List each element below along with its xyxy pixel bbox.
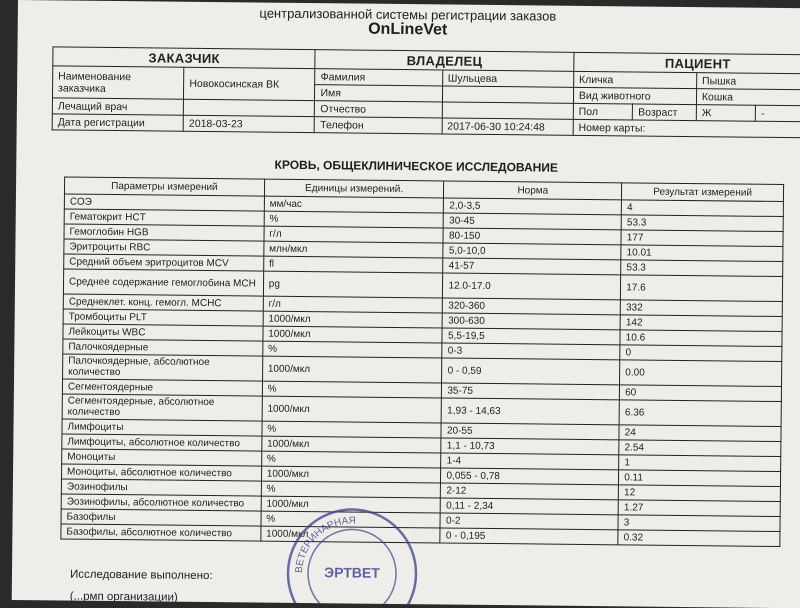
cell-param: Палочкоядерные xyxy=(63,339,263,356)
cell-result: 0 xyxy=(620,345,782,362)
cell-unit: % xyxy=(263,341,443,358)
cell-norm: 5,0-10,0 xyxy=(443,243,621,260)
cell-param: Моноциты, абсолютное количество xyxy=(61,464,261,481)
cell-param: Эозинофилы, абсолютное количество xyxy=(61,494,261,511)
block-customer: ЗАКАЗЧИК xyxy=(53,47,316,69)
footer-done: Исследование выполнено: xyxy=(70,569,213,582)
cell-unit: г/л xyxy=(264,226,444,243)
cell-unit: % xyxy=(262,421,442,438)
customer-reg-label: Дата регистрации xyxy=(52,114,183,131)
clinic-stamp xyxy=(281,503,422,608)
cell-norm: 35-75 xyxy=(442,383,620,400)
owner-lastname-value: Шульцева xyxy=(442,70,573,87)
cell-result: 4 xyxy=(621,200,783,217)
cell-norm: 1,93 - 14,63 xyxy=(442,398,620,425)
cell-param: Среднее содержание гемоглобина МСН xyxy=(63,269,263,296)
cell-unit: 1000/мкл xyxy=(263,311,443,328)
cell-param: Лимфоциты, абсолютное количество xyxy=(62,434,262,451)
cell-unit: г/л xyxy=(263,296,443,313)
cell-result: 53.3 xyxy=(621,260,783,277)
cell-unit: fl xyxy=(263,256,443,273)
cell-param: Эозинофилы xyxy=(61,479,261,496)
cell-param: Моноциты xyxy=(62,449,262,466)
cell-norm: 0,11 - 2,34 xyxy=(441,498,619,515)
block-owner: ВЛАДЕЛЕЦ xyxy=(315,50,574,72)
patient-sex-label: Пол xyxy=(573,103,633,120)
cell-result: 53.3 xyxy=(621,215,783,232)
cell-result: 24 xyxy=(619,425,781,442)
cell-result: 0.32 xyxy=(618,530,780,547)
col-norm: Норма xyxy=(444,181,622,200)
header-title: OnLineVet xyxy=(18,17,798,43)
customer-doctor-value xyxy=(184,99,315,116)
patient-age-label: Возраст xyxy=(633,104,697,121)
customer-doctor-label: Лечащий врач xyxy=(52,98,183,115)
cell-norm: 0 - 0,195 xyxy=(440,528,618,545)
cell-unit: 1000/мкл xyxy=(261,496,441,513)
cell-norm: 80-150 xyxy=(443,228,621,245)
cell-result: 1.27 xyxy=(618,500,780,517)
owner-middlename-value xyxy=(442,102,573,119)
cell-param: Сегментоядерные, абсолютное количество xyxy=(62,394,262,421)
owner-phone-value: 2017-06-30 10:24:48 xyxy=(442,118,573,135)
cell-unit: % xyxy=(261,481,441,498)
cell-norm: 2,0-3,5 xyxy=(444,198,622,215)
cell-param: Базофилы xyxy=(61,509,261,526)
cell-unit: 1000/мкл xyxy=(262,396,442,423)
cell-norm: 0 - 0,59 xyxy=(442,358,620,385)
cell-result: 10.01 xyxy=(621,245,783,262)
cell-unit: % xyxy=(261,451,441,468)
patient-nick-label: Кличка xyxy=(573,71,696,88)
customer-reg-value: 2018-03-23 xyxy=(183,115,314,132)
cell-norm: 1,1 - 10,73 xyxy=(441,438,619,455)
cell-result: 6.36 xyxy=(619,400,781,427)
customer-name-label: Наименование заказчика xyxy=(52,66,184,99)
cell-unit: млн/мкл xyxy=(264,241,444,258)
cell-unit: 1000/мкл xyxy=(262,356,442,383)
cell-param: Среднеклет. конц. гемогл. МСНС xyxy=(63,294,263,311)
cell-param: Палочкоядерные, абсолютное количество xyxy=(63,354,263,381)
cell-param: Гематокрит HCT xyxy=(64,209,264,226)
block-patient: ПАЦИЕНТ xyxy=(574,52,800,74)
cell-norm: 41-57 xyxy=(443,258,621,275)
cell-result: 0.00 xyxy=(620,360,782,387)
cell-norm: 5,5-19,5 xyxy=(442,328,620,345)
cell-result: 142 xyxy=(620,315,782,332)
cell-norm: 300-630 xyxy=(443,313,621,330)
cell-result: 10.6 xyxy=(620,330,782,347)
footer-org: (...рмп организации) xyxy=(70,591,178,604)
cell-norm: 2-12 xyxy=(441,483,619,500)
cell-unit: 1000/мкл xyxy=(263,326,443,343)
cell-param: Гемоглобин HGB xyxy=(64,224,264,241)
patient-sex-value: Ж xyxy=(696,105,756,122)
patient-nick-value: Пышка xyxy=(696,73,800,90)
header-subtitle: централизованной системы регистрации заказов xyxy=(18,3,798,26)
section-title: КРОВЬ, ОБЩЕКЛИНИЧЕСКОЕ ИССЛЕДОВАНИЕ xyxy=(16,155,800,177)
cell-unit: 1000/мкл xyxy=(261,526,441,543)
order-info-table xyxy=(52,46,800,138)
patient-age-value: - xyxy=(756,105,800,122)
cell-norm: 0-3 xyxy=(442,343,620,360)
cell-result: 12 xyxy=(619,485,781,502)
cell-result: 177 xyxy=(621,230,783,247)
col-param: Параметры измерений xyxy=(64,177,264,196)
cell-result: 17.6 xyxy=(621,275,783,302)
cell-unit: % xyxy=(264,211,444,228)
cell-param: Лимфоциты xyxy=(62,419,262,436)
owner-middlename-label: Отчество xyxy=(315,101,442,118)
cell-param: Базофилы, абсолютное количество xyxy=(61,524,261,541)
cell-unit: % xyxy=(262,381,442,398)
results-table xyxy=(60,176,784,547)
cell-unit: pg xyxy=(263,271,443,298)
cell-unit: 1000/мкл xyxy=(261,466,441,483)
cell-norm: 320-360 xyxy=(443,298,621,315)
stamp-arc-text: ВЕТЕРИНАРНАЯ xyxy=(294,515,356,574)
cell-result: 0.11 xyxy=(619,470,781,487)
patient-species-value: Кошка xyxy=(696,89,800,106)
patient-card-label: Номер карты: xyxy=(573,119,800,138)
cell-param: Эритроциты RBC xyxy=(64,239,264,256)
owner-firstname-value xyxy=(442,86,573,103)
cell-param: СОЭ xyxy=(64,194,264,211)
cell-norm: 30-45 xyxy=(444,213,622,230)
cell-norm: 12.0-17.0 xyxy=(443,273,621,300)
cell-param: Средний объем эритроцитов MCV xyxy=(64,254,264,271)
cell-unit: мм/час xyxy=(264,196,444,213)
customer-name-value: Новокосинская ВК xyxy=(184,67,316,100)
cell-param: Сегментоядерные xyxy=(62,379,262,396)
cell-param: Тромбоциты PLT xyxy=(63,309,263,326)
cell-result: 2.54 xyxy=(619,440,781,457)
cell-result: 3 xyxy=(618,515,780,532)
cell-result: 1 xyxy=(619,455,781,472)
cell-result: 332 xyxy=(620,300,782,317)
owner-lastname-label: Фамилия xyxy=(315,69,442,86)
col-result: Результат измерений xyxy=(622,183,784,202)
patient-species-label: Вид животного xyxy=(573,87,696,104)
cell-norm: 0,055 - 0,78 xyxy=(441,468,619,485)
cell-unit: 1000/мкл xyxy=(262,436,442,453)
owner-phone-label: Телефон xyxy=(315,117,442,134)
col-unit: Единицы измерений. xyxy=(264,179,444,198)
cell-norm: 20-55 xyxy=(441,423,619,440)
owner-firstname-label: Имя xyxy=(315,85,442,102)
cell-param: Лейкоциты WBC xyxy=(63,324,263,341)
cell-norm: 1-4 xyxy=(441,453,619,470)
stamp-brand: ЭРТВЕТ xyxy=(324,564,380,581)
cell-norm: 0-2 xyxy=(440,513,618,530)
cell-result: 60 xyxy=(620,385,782,402)
cell-unit: % xyxy=(261,511,441,528)
lab-report-sheet xyxy=(12,0,800,608)
